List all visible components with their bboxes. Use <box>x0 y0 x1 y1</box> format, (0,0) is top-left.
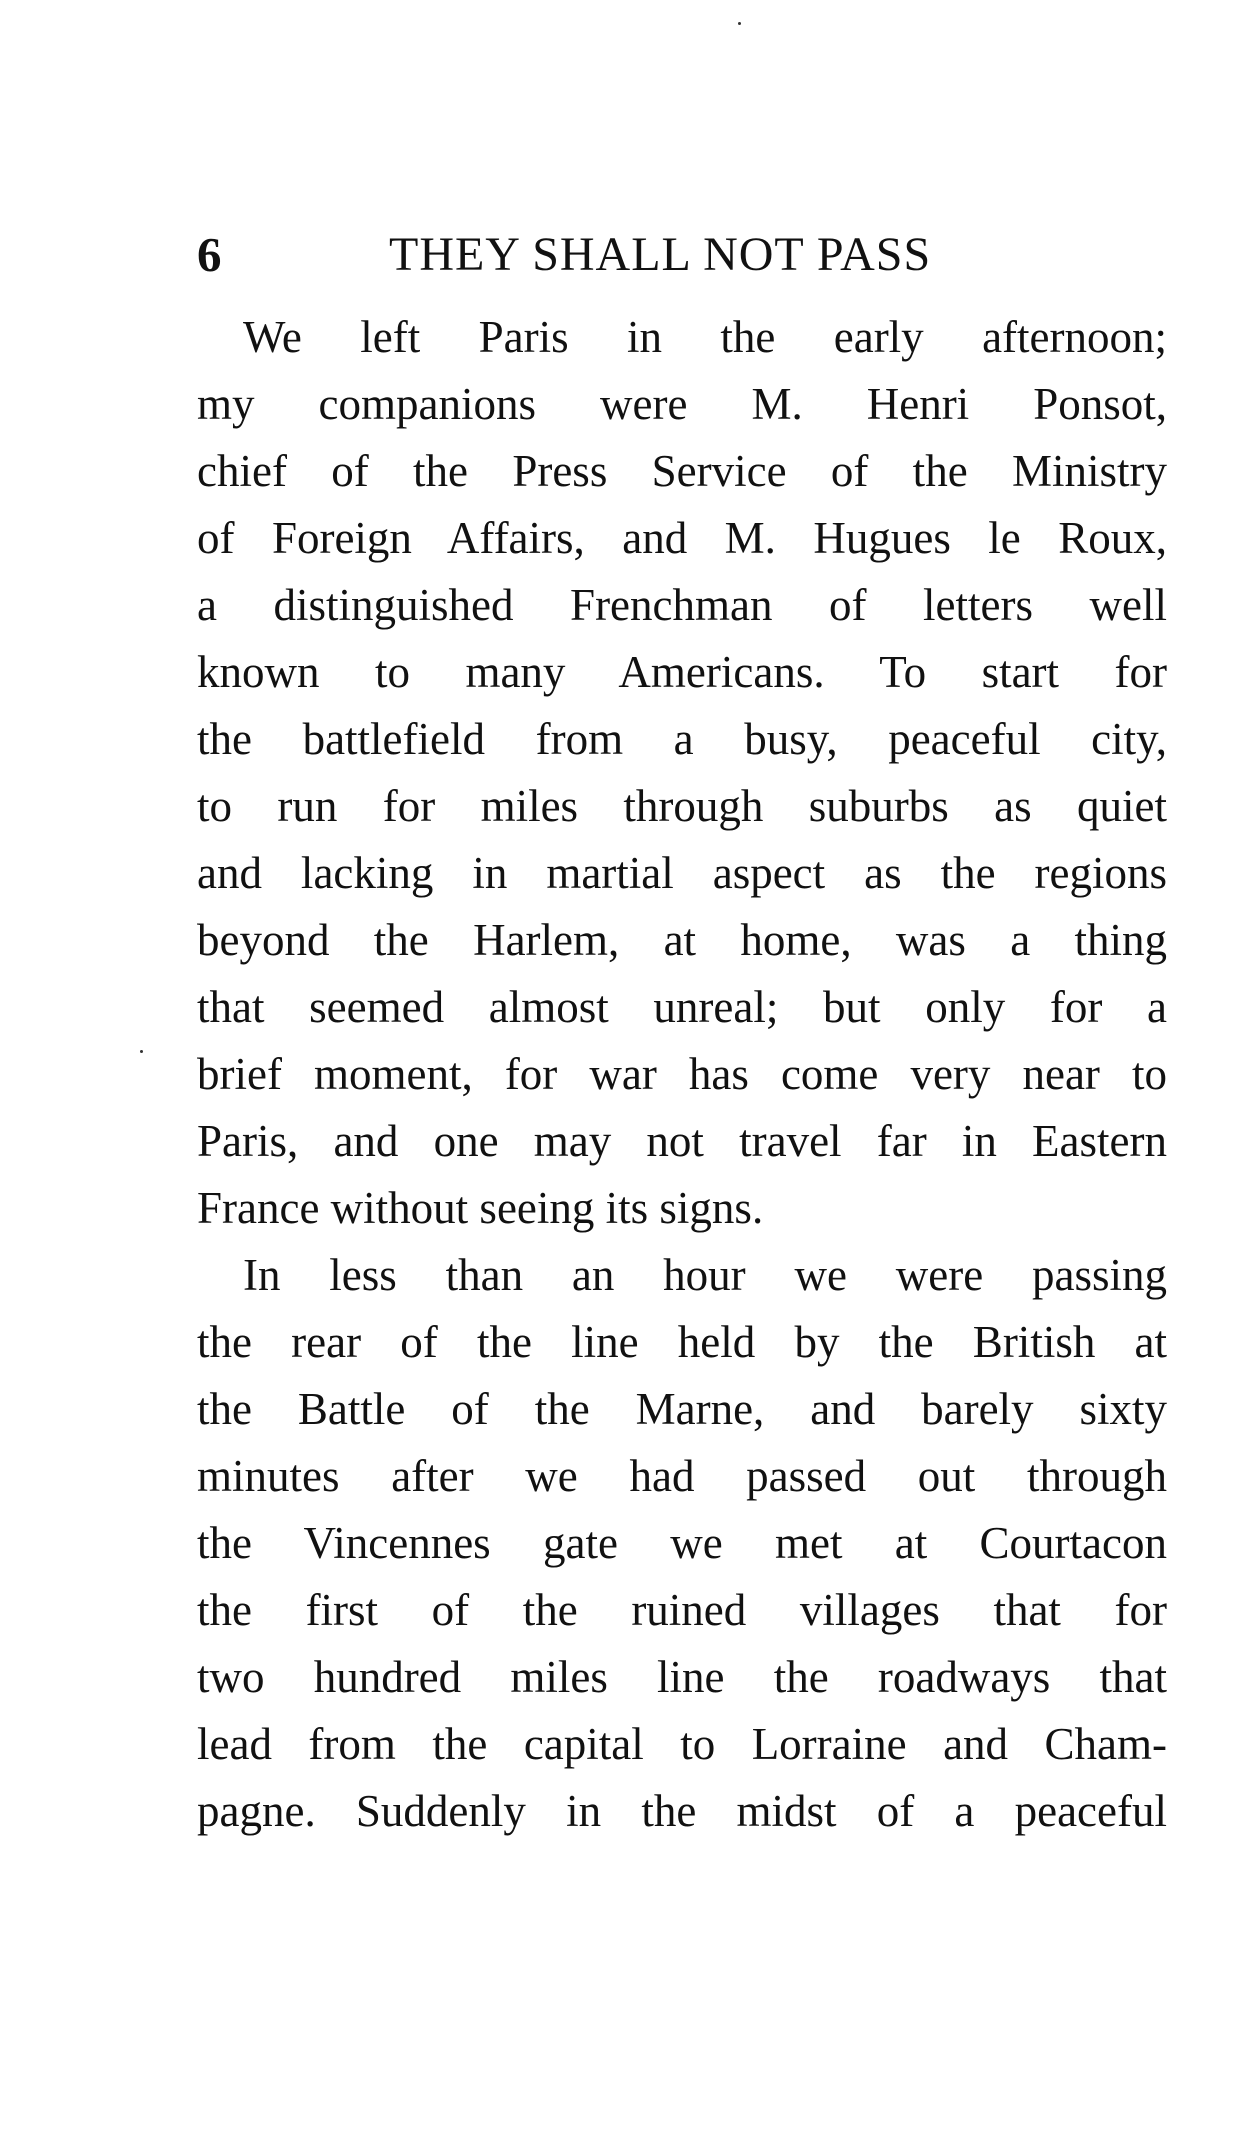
text-line: beyond the Harlem, at home, was a thing <box>197 915 1167 965</box>
text-line: We left Paris in the early afternoon; <box>243 312 1167 362</box>
text-line: chief of the Press Service of the Ministry <box>197 446 1167 496</box>
running-title: THEY SHALL NOT PASS <box>389 228 932 281</box>
text-line: In less than an hour we were passing <box>243 1250 1167 1300</box>
text-line: to run for miles through suburbs as quiet <box>197 781 1167 831</box>
paragraph <box>197 1242 1167 1845</box>
text-line: a distinguished Frenchman of letters well <box>197 580 1167 630</box>
body-text <box>197 304 1167 1845</box>
text-line: and lacking in martial aspect as the regions <box>197 848 1167 898</box>
text-line: that seemed almost unreal; but only for a <box>197 982 1167 1032</box>
scan-speck <box>738 22 741 25</box>
text-line: of Foreign Affairs, and M. Hugues le Roux, <box>197 513 1167 563</box>
text-line: known to many Americans. To start for <box>197 647 1167 697</box>
text-line: brief moment, for war has come very near to <box>197 1049 1167 1099</box>
text-line: the Battle of the Marne, and barely sixty <box>197 1384 1167 1434</box>
text-line: the rear of the line held by the British at <box>197 1317 1167 1367</box>
text-line: pagne. Suddenly in the midst of a peaceful <box>197 1786 1167 1836</box>
text-line: the first of the ruined villages that for <box>197 1585 1167 1635</box>
page-number: 6 <box>197 227 223 282</box>
text-line: the Vincennes gate we met at Courtacon <box>197 1518 1167 1568</box>
text-line: Paris, and one may not travel far in Eastern <box>197 1116 1167 1166</box>
text-line: two hundred miles line the roadways that <box>197 1652 1167 1702</box>
scan-speck <box>140 1050 143 1053</box>
text-line: my companions were M. Henri Ponsot, <box>197 379 1167 429</box>
text-line: the battlefield from a busy, peaceful city, <box>197 714 1167 764</box>
paragraph <box>197 304 1167 1242</box>
page-header <box>197 220 1177 290</box>
text-line: France without seeing its signs. <box>197 1183 764 1233</box>
text-line: minutes after we had passed out through <box>197 1451 1167 1501</box>
text-line: lead from the capital to Lorraine and Cham- <box>197 1719 1167 1769</box>
